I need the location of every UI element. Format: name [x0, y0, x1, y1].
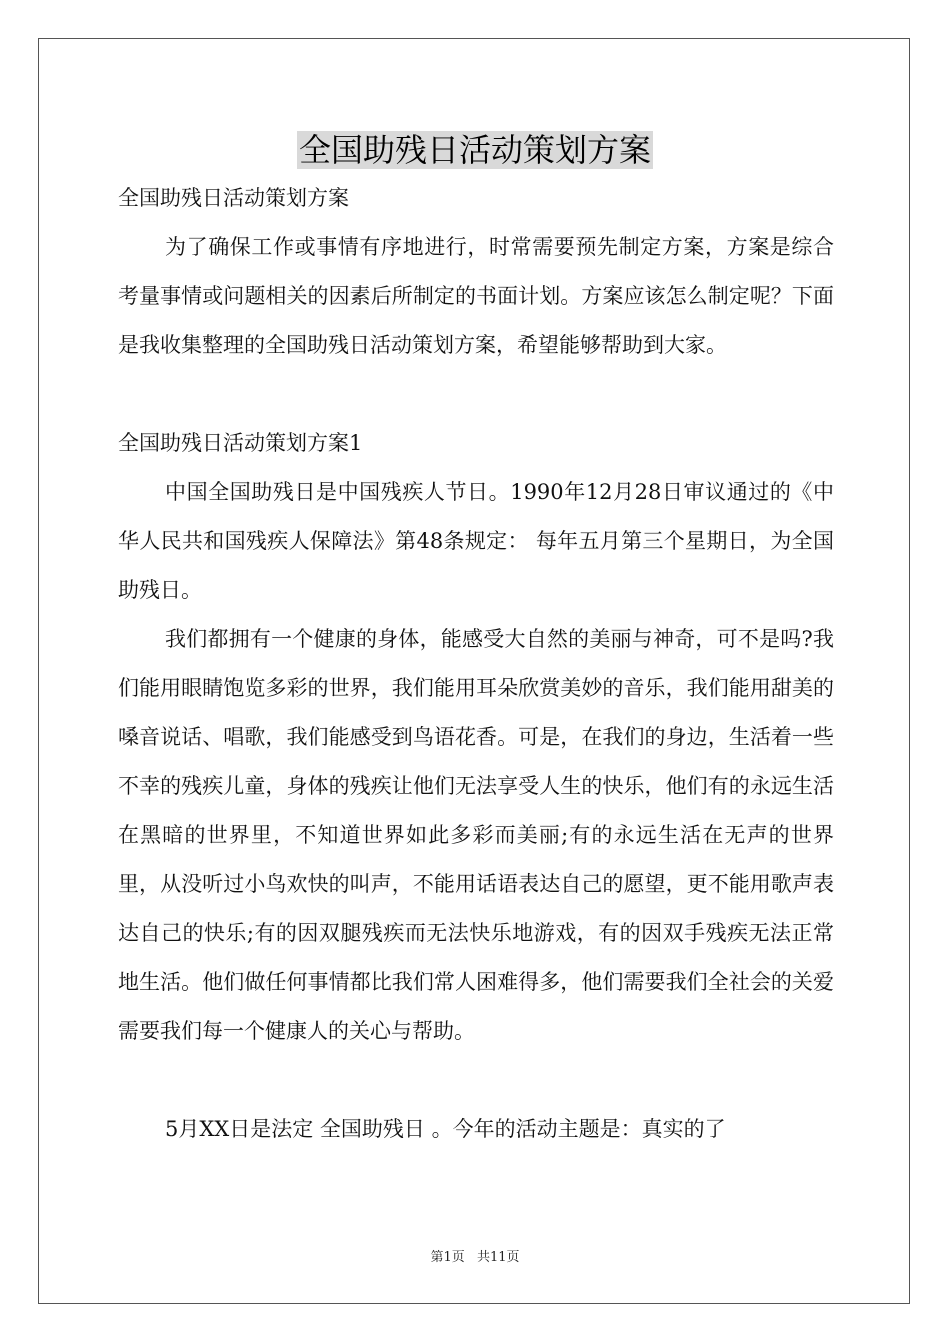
document-title [0, 126, 950, 174]
intro-paragraph: 为了确保工作或事情有序地进行，时常需要预先制定方案，方案是综合考量事情或问题相关的因素后所制定的书面计划。方案应该怎么制定呢？下面是我收集整理的全国助残日活动策划方案，希望能够帮助到大家。 [118, 235, 834, 357]
document-subtitle: 全国助残日活动策划方案 [118, 186, 349, 210]
paragraph-1: 中国全国助残日是中国残疾人节日。1990年12月28日审议通过的《中华人民共和国残疾人保障法》第48条规定： 每年五月第三个星期日，为全国助残日。 [118, 480, 834, 602]
paragraph-2: 我们都拥有一个健康的身体，能感受大自然的美丽与神奇，可不是吗?我们能用眼睛饱览多彩的世界，我们能用耳朵欣赏美妙的音乐，我们能用甜美的嗓音说话、唱歌，我们能感受到鸟语花香。可是，在我们的身边，生活着一些不幸的残疾儿童，身体的残疾让他们无法享受人生的快乐，他们有的永远生活在黑暗的世界里，不知道世界如此多彩而美丽;有的永远生活在无声的世界里，从没听过小鸟欢快的叫声，不能用话语表达自己的愿望，更不能用歌声表达自己的快乐;有的因双腿残疾而无法快乐地游戏，有的因双手残疾无法正常地生活。他们做任何事情都比我们常人困难得多，他们需要我们全社会的关爱需要我们每一个健康人的关心与帮助。 [118, 627, 834, 1043]
document-title-text: 全国助残日活动策划方案 [298, 131, 651, 169]
page-number: 第1页 [430, 1250, 465, 1265]
page-total: 共11页 [476, 1250, 520, 1265]
page-footer [0, 1246, 950, 1265]
paragraph-3: 5月XX日是法定 全国助残日 。今年的活动主题是：真实的了 [165, 1117, 726, 1141]
section-heading: 全国助残日活动策划方案1 [118, 431, 363, 455]
